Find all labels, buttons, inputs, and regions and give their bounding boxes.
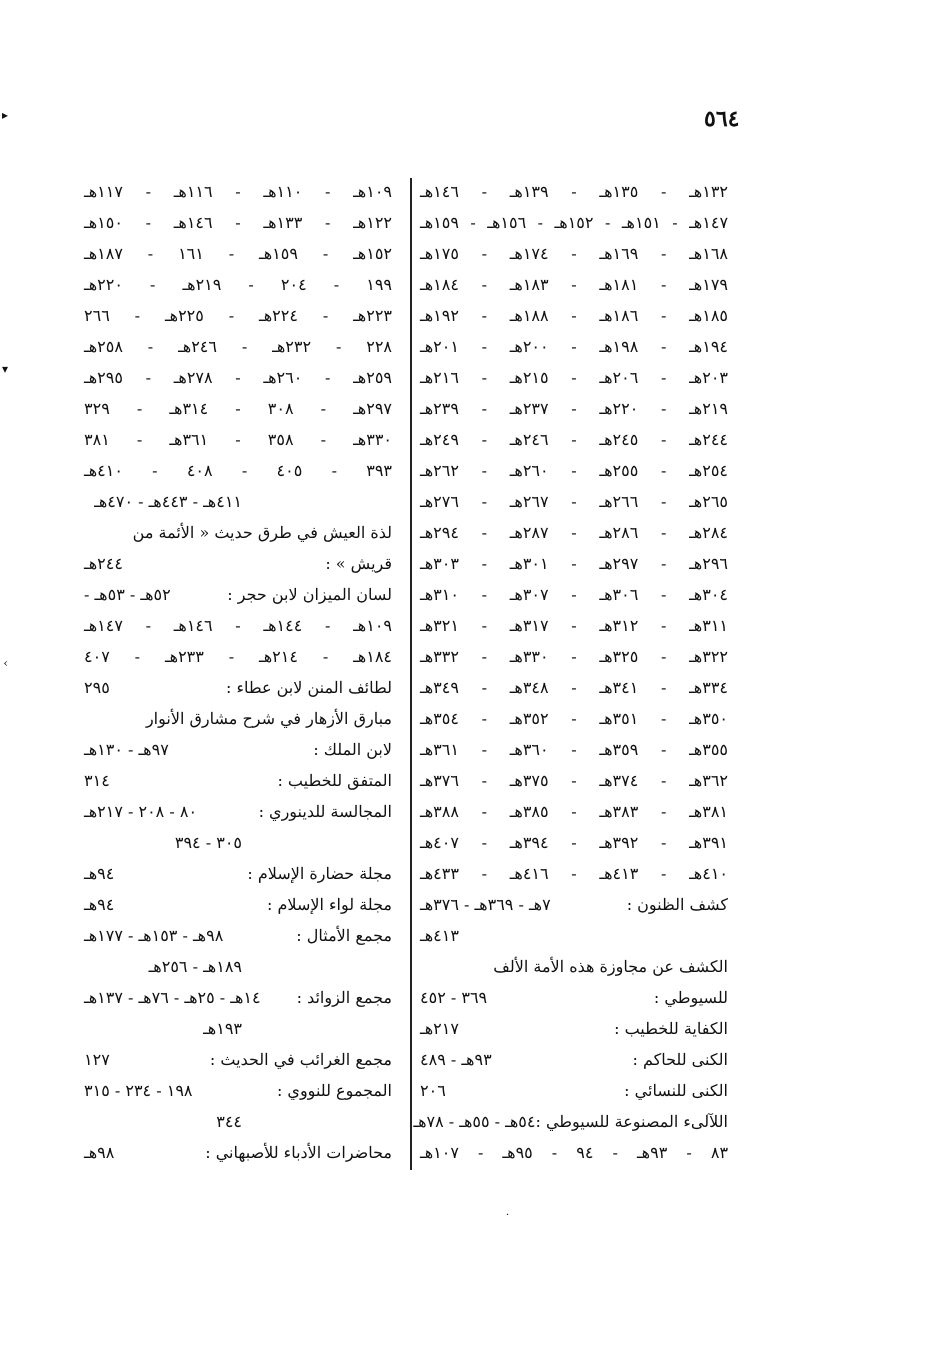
index-entry-kuna-nasai xyxy=(420,1075,728,1106)
entry-title: لسان الميزان لابن حجر : xyxy=(227,585,392,604)
entry-pages: ٩٤هـ xyxy=(84,864,115,883)
index-entry-lataif xyxy=(84,672,392,703)
index-entry-laddat xyxy=(84,548,392,579)
entry-pages: ٩٤هـ xyxy=(84,895,115,914)
index-line: ٤١٠هـ - ٤١٣هـ - ٤١٦هـ - ٤٣٣هـ xyxy=(420,864,729,883)
index-line: ١٠٩هـ - ١١٠هـ - ١١٦هـ - ١١٧هـ xyxy=(84,182,393,201)
entry-pages: ١٤هـ - ٢٥هـ - ٧٦هـ - ١٣٧هـ xyxy=(84,988,261,1007)
entry-pages: ٢٩٥ xyxy=(84,678,110,697)
entry-title: المجالسة للدينوري : xyxy=(258,802,392,821)
entry-pages: ٩٨هـ - ١٥٣هـ - ١٧٧هـ xyxy=(84,926,224,945)
entry-continuation: ١٨٤هـ - ٢١٤هـ - ٢٣٣هـ - ٤٠٧ xyxy=(84,647,393,666)
entry-title: لطائف المنن لابن عطاء : xyxy=(225,678,392,697)
entry-title: المتفق للخطيب : xyxy=(277,771,392,790)
index-line: ٣٢٢هـ - ٣٢٥هـ - ٣٣٠هـ - ٣٣٢هـ xyxy=(420,647,729,666)
entry-pages: ٢٠٦ xyxy=(420,1081,446,1100)
entry-pages: ٣٦٩ - ٤٥٢ xyxy=(420,988,488,1007)
index-entry-majmu xyxy=(84,1075,392,1106)
index-entry-laali xyxy=(413,1106,728,1137)
index-line: ٣٨١هـ - ٣٨٣هـ - ٣٨٥هـ - ٣٨٨هـ xyxy=(420,802,729,821)
index-line: ٣٠٤هـ - ٣٠٦هـ - ٣٠٧هـ - ٣١٠هـ xyxy=(420,585,729,604)
index-entry-mabariq xyxy=(84,734,392,765)
index-line: ٢٩٦هـ - ٢٩٧هـ - ٣٠١هـ - ٣٠٣هـ xyxy=(420,554,729,573)
index-line: ٢٩٧هـ - ٣٠٨ - ٣١٤هـ - ٣٢٩ xyxy=(84,399,393,418)
entry-pages: ٧هـ - ٣٦٩هـ - ٣٧٦هـ xyxy=(420,895,551,914)
entry-title: الكنى للنسائي : xyxy=(624,1081,728,1100)
entry-continuation: ٤١١هـ - ٤٤٣هـ - ٤٧٠هـ xyxy=(94,492,242,511)
entry-pages: ٣١٤ xyxy=(84,771,110,790)
entry-continuation: ٣٤٤ xyxy=(216,1112,242,1131)
entry-title: محاضرات الأدباء للأصبهاني : xyxy=(205,1143,392,1162)
index-entry-zawaid xyxy=(84,982,392,1013)
entry-title: الكنى للحاكم : xyxy=(632,1050,728,1069)
entry-continuation: ١٩٣هـ xyxy=(203,1019,242,1038)
entry-pages: ١٩٨ - ٢٣٤ - ٣١٥ xyxy=(84,1081,193,1100)
index-entry-lisan xyxy=(84,579,392,610)
entry-title: لذة العيش في طرق حديث « الأئمة من xyxy=(132,523,392,542)
entry-pages: ٢٤٤هـ xyxy=(84,554,123,573)
index-entry-amthal xyxy=(84,920,392,951)
index-line: ١٥٢هـ - ١٥٩هـ - ١٦١ - ١٨٧هـ xyxy=(84,244,393,263)
index-line: ٣٩٣ - ٤٠٥ - ٤٠٨ - ٤١٠هـ xyxy=(84,461,393,480)
entry-pages: ٩٨هـ xyxy=(84,1143,115,1162)
index-line: ٣٣٤هـ - ٣٤١هـ - ٣٤٨هـ - ٣٤٩هـ xyxy=(420,678,729,697)
index-entry-hadara xyxy=(84,858,392,889)
entry-title: اللآلىء المصنوعة للسيوطي : xyxy=(535,1112,728,1131)
left-column xyxy=(84,176,392,1168)
index-line: ٢١٩هـ - ٢٢٠هـ - ٢٣٧هـ - ٢٣٩هـ xyxy=(420,399,729,418)
entry-title: للسيوطي : xyxy=(653,988,728,1007)
index-line: ٢٥٤هـ - ٢٥٥هـ - ٢٦٠هـ - ٢٦٢هـ xyxy=(420,461,729,480)
scan-mark: ▸ xyxy=(1,108,8,122)
entry-pages: ٥٤هـ - ٥٥هـ - ٧٨هـ xyxy=(413,1112,536,1131)
right-column xyxy=(413,176,729,1168)
index-entry-kifaya xyxy=(420,1013,728,1044)
entry-title: لابن الملك : xyxy=(313,740,392,759)
entry-pages: ١٢٧ xyxy=(84,1050,110,1069)
index-line: ٢٢٨ - ٢٣٢هـ - ٢٤٦هـ - ٢٥٨هـ xyxy=(84,337,393,356)
index-entry-kuna-hakim xyxy=(420,1044,728,1075)
index-entry-suyuti xyxy=(420,982,728,1013)
entry-continuation: ٣٠٥ - ٣٩٤ xyxy=(174,833,242,852)
index-line: ٢٨٤هـ - ٢٨٦هـ - ٢٨٧هـ - ٢٩٤هـ xyxy=(420,523,729,542)
entry-title: المجموع للنووي : xyxy=(276,1081,392,1100)
entry-pages: ٢١٧هـ xyxy=(420,1019,459,1038)
entry-pages: ٩٣هـ - ٤٨٩ xyxy=(420,1050,492,1069)
index-line: ٢٥٩هـ - ٢٦٠هـ - ٢٧٨هـ - ٢٩٥هـ xyxy=(84,368,393,387)
page-number: ٥٦٤ xyxy=(704,106,740,132)
index-line: ١٩٩ - ٢٠٤ - ٢١٩هـ - ٢٢٠هـ xyxy=(84,275,393,294)
index-line: ١٢٢هـ - ١٣٣هـ - ١٤٦هـ - ١٥٠هـ xyxy=(84,213,393,232)
index-line: ٢٦٥هـ - ٢٦٦هـ - ٢٦٧هـ - ٢٧٦هـ xyxy=(420,492,729,511)
entry-pages: ٩٧هـ - ١٣٠هـ xyxy=(84,740,169,759)
entry-pages: ٨٠ - ٢٠٨ - ٢١٧هـ xyxy=(84,802,198,821)
entry-title: مجمع الزوائد : xyxy=(296,988,392,1007)
index-line: ٣٣٠هـ - ٣٥٨ - ٣٦١هـ - ٣٨١ xyxy=(84,430,393,449)
index-line: ٣٥٥هـ - ٣٥٩هـ - ٣٦٠هـ - ٣٦١هـ xyxy=(420,740,729,759)
entry-continuation: ١٨٩هـ - ٢٥٦هـ xyxy=(148,957,242,976)
index-entry-liwa xyxy=(84,889,392,920)
entry-continuation: ١٠٩هـ - ١٤٤هـ - ١٤٦هـ - ١٤٧هـ xyxy=(84,616,393,635)
entry-title: الكفاية للخطيب : xyxy=(614,1019,728,1038)
entry-title: مجلة حضارة الإسلام : xyxy=(247,864,392,883)
entry-pages: ٥٢هـ - ٥٣هـ - xyxy=(84,585,171,604)
scan-mark: ▾ xyxy=(1,362,8,376)
scan-mark: › xyxy=(3,656,8,670)
entry-title: مجمع الأمثال : xyxy=(296,926,392,945)
index-line: ٣٥٠هـ - ٣٥١هـ - ٣٥٢هـ - ٣٥٤هـ xyxy=(420,709,729,728)
index-line: ١٧٩هـ - ١٨١هـ - ١٨٣هـ - ١٨٤هـ xyxy=(420,275,729,294)
index-line: ١٤٧هـ - ١٥١هـ - ١٥٢هـ - ١٥٦هـ - ١٥٩هـ xyxy=(420,213,729,232)
index-line: ٣٦٢هـ - ٣٧٤هـ - ٣٧٥هـ - ٣٧٦هـ xyxy=(420,771,729,790)
index-entry-kashf xyxy=(420,889,728,920)
column-divider xyxy=(410,178,412,1170)
entry-title: مبارق الأزهار في شرح مشارق الأنوار xyxy=(145,709,392,728)
index-line: ١٣٢هـ - ١٣٥هـ - ١٣٩هـ - ١٤٦هـ xyxy=(420,182,729,201)
index-entry-gharaib xyxy=(84,1044,392,1075)
index-line: ١٩٤هـ - ١٩٨هـ - ٢٠٠هـ - ٢٠١هـ xyxy=(420,337,729,356)
index-entry-mujalasa xyxy=(84,796,392,827)
index-line: ٢٢٣هـ - ٢٢٤هـ - ٢٢٥هـ - ٢٦٦ xyxy=(84,306,393,325)
entry-title: كشف الظنون : xyxy=(626,895,728,914)
index-entry-muhadarat xyxy=(84,1137,392,1168)
entry-title: قريش » : xyxy=(325,554,392,573)
entry-title: مجمع الغرائب في الحديث : xyxy=(209,1050,392,1069)
entry-continuation: ٤١٣هـ xyxy=(420,926,459,945)
index-entry-muttafaq xyxy=(84,765,392,796)
entry-continuation: ٨٣ - ٩٣هـ - ٩٤ - ٩٥هـ - ١٠٧هـ xyxy=(420,1143,729,1162)
index-line: ١٦٨هـ - ١٦٩هـ - ١٧٤هـ - ١٧٥هـ xyxy=(420,244,729,263)
entry-title: الكشف عن مجاوزة هذه الأمة الألف xyxy=(493,957,728,976)
scan-speck: · xyxy=(506,1210,510,1221)
index-line: ١٨٥هـ - ١٨٦هـ - ١٨٨هـ - ١٩٢هـ xyxy=(420,306,729,325)
index-line: ٣١١هـ - ٣١٢هـ - ٣١٧هـ - ٣٢١هـ xyxy=(420,616,729,635)
index-line: ٢٤٤هـ - ٢٤٥هـ - ٢٤٦هـ - ٢٤٩هـ xyxy=(420,430,729,449)
index-line: ٢٠٣هـ - ٢٠٦هـ - ٢١٥هـ - ٢١٦هـ xyxy=(420,368,729,387)
index-line: ٣٩١هـ - ٣٩٢هـ - ٣٩٤هـ - ٤٠٧هـ xyxy=(420,833,729,852)
entry-title: مجلة لواء الإسلام : xyxy=(267,895,392,914)
